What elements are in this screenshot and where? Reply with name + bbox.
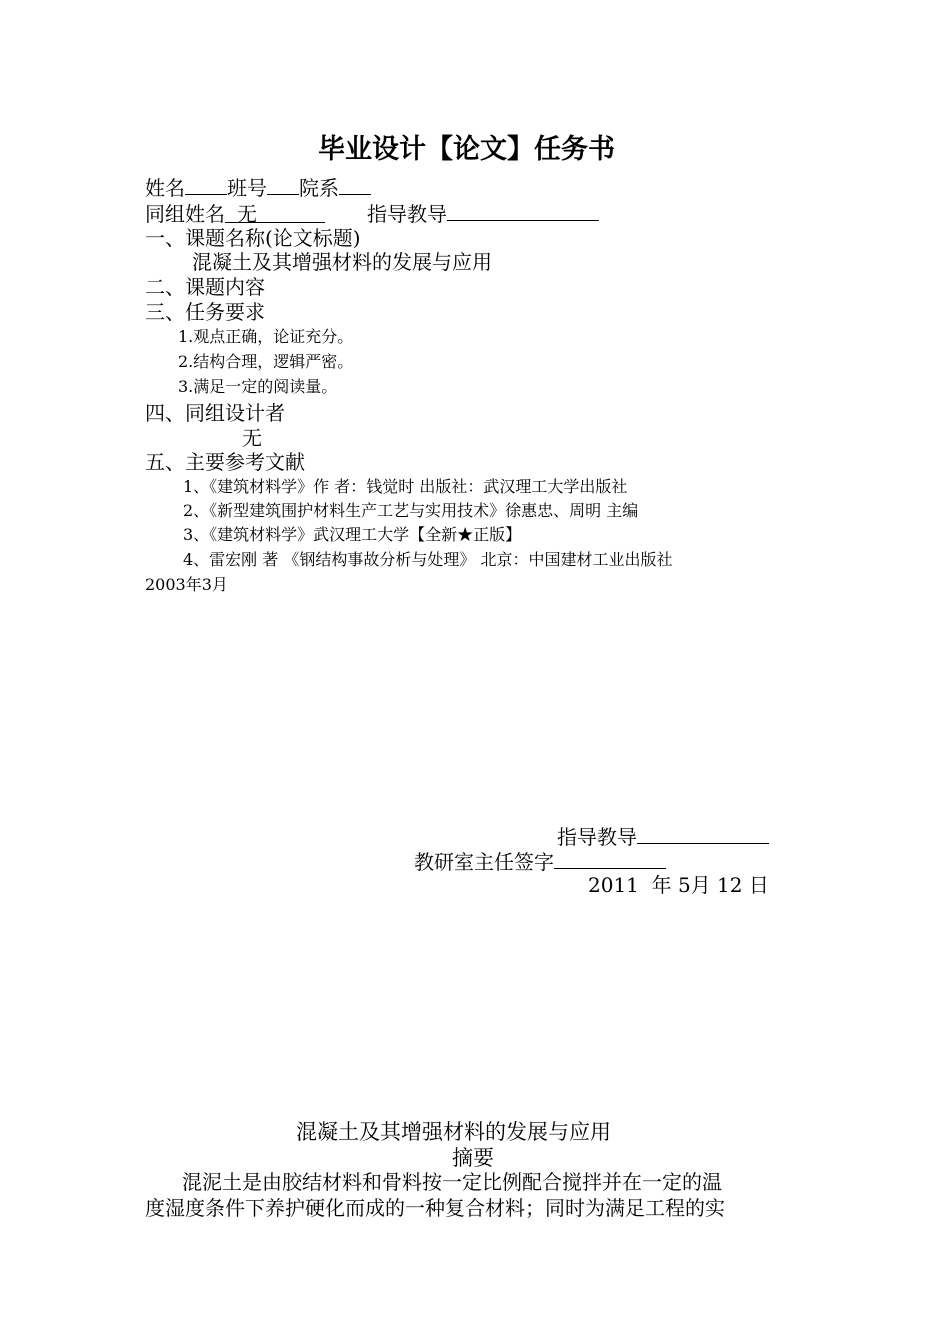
- requirement-item-3: 3.满足一定的阅读量。: [178, 377, 338, 396]
- class-label: 班号: [227, 176, 267, 200]
- abstract-line-1: 混泥土是由胶结材料和骨料按一定比例配合搅拌并在一定的温: [182, 1170, 722, 1194]
- reference-2: 2、《新型建筑围护材料生产工艺与实用技术》徐惠忠、周明 主编: [183, 501, 639, 520]
- section-4-heading: 四、同组设计者: [145, 401, 285, 425]
- group-label: 同组姓名: [145, 202, 225, 226]
- requirement-item-1: 1.观点正确，论证充分。: [178, 327, 354, 346]
- signature-date: 2011 年 5月 12 日: [588, 873, 769, 897]
- section-4-value: 无: [242, 426, 262, 450]
- section-5-heading: 五、主要参考文献: [145, 450, 305, 474]
- director-signature-blank: [554, 850, 666, 869]
- dept-label: 院系: [299, 176, 339, 200]
- abstract-title: 混凝土及其增强材料的发展与应用: [296, 1120, 611, 1144]
- info-row-2: [145, 202, 599, 224]
- section-1-heading: 一、课题名称(论文标题): [145, 226, 361, 250]
- section-3-heading: 三、任务要求: [145, 300, 265, 324]
- reference-4: 4、雷宏刚 著 《钢结构事故分析与处理》 北京：中国建材工业出版社: [183, 550, 673, 569]
- director-signature-row: [414, 850, 666, 872]
- dept-blank: [339, 176, 371, 195]
- name-label: 姓名: [145, 176, 185, 200]
- director-signature-label: 教研室主任签字: [414, 850, 554, 874]
- advisor-blank-top: [447, 202, 599, 221]
- reference-3: 3、《建筑材料学》武汉理工大学【全新★正版】: [183, 525, 522, 544]
- group-value: 无: [237, 202, 257, 226]
- abstract-line-2: 度湿度条件下养护硬化而成的一种复合材料；同时为满足工程的实: [145, 1196, 725, 1220]
- advisor-signature-row: [557, 825, 769, 847]
- reference-4-continued: 2003年3月: [145, 575, 228, 594]
- page-title: 毕业设计【论文】任务书: [318, 134, 615, 165]
- advisor-signature-blank: [637, 825, 769, 844]
- reference-1: 1、《建筑材料学》作 者：钱觉时 出版社：武汉理工大学出版社: [183, 477, 628, 496]
- section-2-heading: 二、课题内容: [145, 275, 265, 299]
- section-1-value: 混凝土及其增强材料的发展与应用: [192, 250, 492, 274]
- abstract-heading: 摘要: [452, 1146, 494, 1170]
- requirement-item-2: 2.结构合理，逻辑严密。: [178, 352, 354, 371]
- name-blank: [185, 176, 227, 195]
- class-blank: [267, 176, 299, 195]
- info-row-1: [145, 176, 371, 198]
- advisor-label-top: 指导教导: [367, 202, 447, 226]
- group-value-line: [225, 202, 325, 226]
- advisor-signature-label: 指导教导: [557, 825, 637, 849]
